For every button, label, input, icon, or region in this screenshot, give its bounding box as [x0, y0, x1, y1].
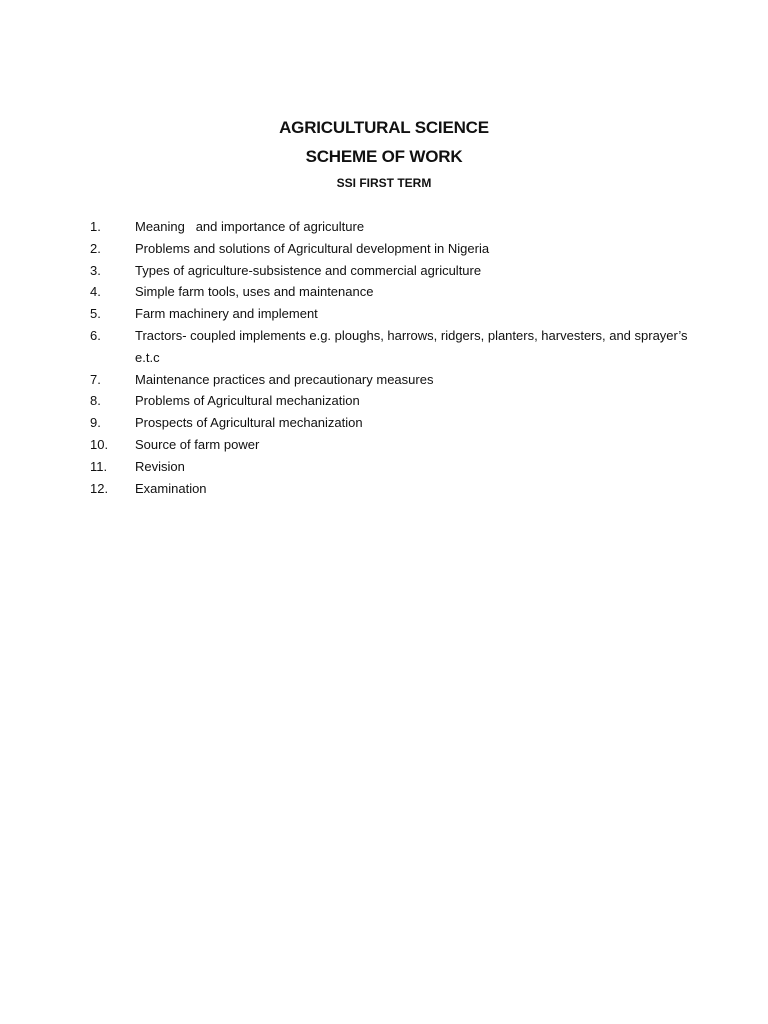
- item-text: Farm machinery and implement: [135, 306, 318, 322]
- list-item: [90, 478, 690, 500]
- item-text: Types of agriculture-subsistence and commercial agriculture: [135, 262, 482, 278]
- list-item: [90, 434, 690, 456]
- item-number: 2.: [90, 240, 101, 256]
- document-title: AGRICULTURAL SCIENCE: [279, 118, 489, 137]
- item-text: Problems and solutions of Agricultural development in Nigeria: [135, 240, 490, 256]
- item-number: 9.: [90, 415, 101, 431]
- item-text: Problems of Agricultural mechanization: [135, 393, 360, 409]
- list-item: [90, 390, 690, 412]
- list-item: [90, 456, 690, 478]
- topic-list: [90, 216, 690, 499]
- term-subtitle: SSI FIRST TERM: [336, 176, 432, 190]
- item-text: Meaning and importance of agriculture: [135, 219, 365, 234]
- item-text: Simple farm tools, uses and maintenance: [135, 284, 374, 300]
- item-number: 11.: [90, 458, 108, 474]
- item-number: 7.: [90, 371, 101, 387]
- item-number: 10.: [90, 436, 109, 452]
- item-number: 8.: [90, 393, 101, 409]
- item-number: 1.: [90, 219, 101, 234]
- item-number: 12.: [90, 480, 109, 496]
- list-item: [90, 216, 690, 238]
- document-heading: SCHEME OF WORK: [305, 147, 463, 166]
- list-item: [90, 325, 690, 369]
- list-item: [90, 281, 690, 303]
- item-text: Source of farm power: [135, 436, 260, 452]
- item-number: 4.: [90, 284, 101, 300]
- item-text: Examination: [135, 480, 207, 496]
- item-number: 3.: [90, 262, 101, 278]
- item-number: 6.: [90, 327, 101, 343]
- list-item: [90, 369, 690, 391]
- list-item: [90, 412, 690, 434]
- list-item: [90, 238, 690, 260]
- item-text: Revision: [135, 458, 185, 474]
- item-number: 5.: [90, 306, 101, 322]
- item-text: Tractors- coupled implements e.g. ploughs, harrows, ridgers, planters, harvesters, and sprayer’s e.t.c: [135, 327, 692, 365]
- item-text: Maintenance practices and precautionary measures: [135, 371, 434, 387]
- list-item: [90, 303, 690, 325]
- item-text: Prospects of Agricultural mechanization: [135, 415, 363, 431]
- list-item: [90, 260, 690, 282]
